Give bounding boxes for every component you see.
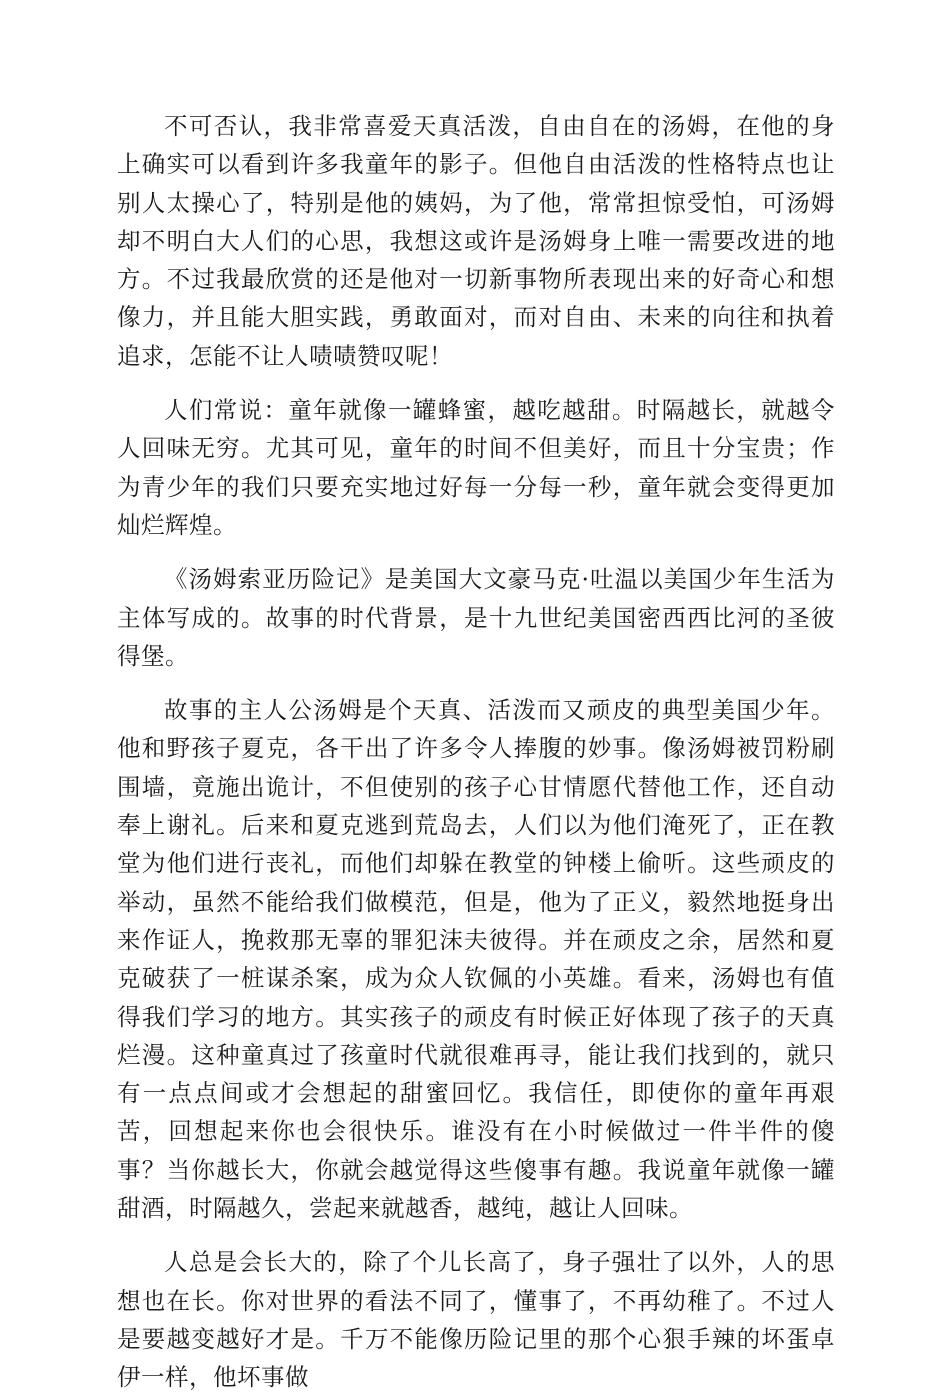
document-body xyxy=(117,107,835,1397)
paragraph-5: 人总是会长大的，除了个儿长高了，身子强壮了以外，人的思想也在长。你对世界的看法不同了，懂事了，不再幼稚了。不过人是要越变越好才是。千万不能像历险记里的那个心狠手辣的坏蛋卓伊一样，他坏事做 xyxy=(117,1248,835,1392)
paragraph-3: 《汤姆索亚历险记》是美国大文豪马克·吐温以美国少年生活为主体写成的。故事的时代背景，是十九世纪美国密西西比河的圣彼得堡。 xyxy=(117,565,835,670)
paragraph-1: 不可否认，我非常喜爱天真活泼，自由自在的汤姆，在他的身上确实可以看到许多我童年的影子。但他自由活泼的性格特点也让别人太操心了，特别是他的姨妈，为了他，常常担惊受怕，可汤姆却不明白大人们的心思，我想这或许是汤姆身上唯一需要改进的地方。不过我最欣赏的还是他对一切新事物所表现出来的好奇心和想像力，并且能大胆实践，勇敢面对，而对自由、未来的向往和执着追求，怎能不让人啧啧赞叹呢！ xyxy=(117,112,835,370)
paragraph-2: 人们常说：童年就像一罐蜂蜜，越吃越甜。时隔越长，就越令人回味无穷。尤其可见，童年的时间不但美好，而且十分宝贵；作为青少年的我们只要充实地过好每一分每一秒，童年就会变得更加灿烂辉煌。 xyxy=(117,396,835,539)
paragraph-4: 故事的主人公汤姆是个天真、活泼而又顽皮的典型美国少年。他和野孩子夏克，各干出了许多令人捧腹的妙事。像汤姆被罚粉刷围墙，竟施出诡计，不但使别的孩子心甘情愿代替他工作，还自动奉上谢礼。后来和夏克逃到荒岛去，人们以为他们淹死了，正在教堂为他们进行丧礼，而他们却躲在教堂的钟楼上偷听。这些顽皮的举动，虽然不能给我们做模范，但是，他为了正义，毅然地挺身出来作证人，挽救那无辜的罪犯沫夫彼得。并在顽皮之余，居然和夏克破获了一桩谋杀案，成为众人钦佩的小英雄。看来，汤姆也有值得我们学习的地方。其实孩子的顽皮有时候正好体现了孩子的天真烂漫。这种童真过了孩童时代就很难再寻，能让我们找到的，就只有一点点间或才会想起的甜蜜回忆。我信任，即使你的童年再艰苦，回想起来你也会很快乐。谁没有在小时候做过一件半件的傻事？当你越长大，你就会越觉得这些傻事有趣。我说童年就像一罐甜酒，时隔越久，尝起来就越香，越纯，越让人回味。 xyxy=(117,696,835,1223)
